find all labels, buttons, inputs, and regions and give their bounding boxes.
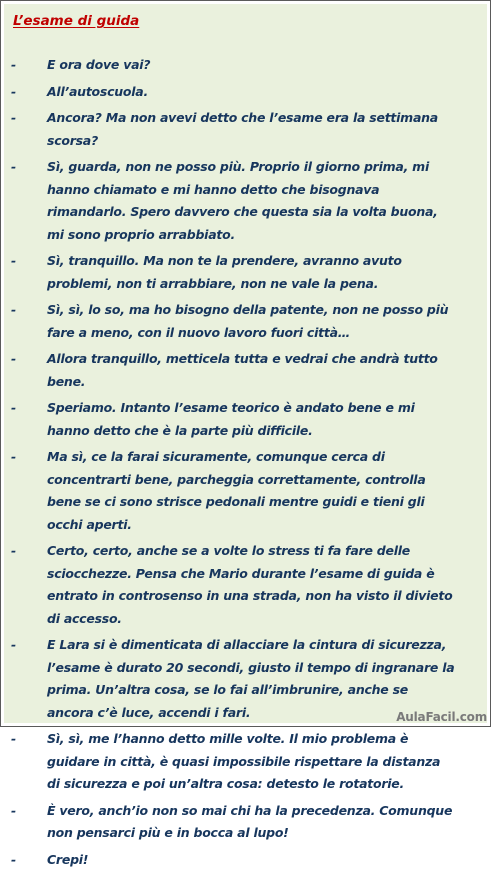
- dialogue-dash: -: [11, 802, 17, 818]
- dialogue-dash: -: [11, 400, 17, 415]
- dialogue-text: Speriamo. Intanto l’esame teorico è andato bene e mi hanno detto che è la parte più difficile.: [47, 400, 415, 438]
- document-title: L’esame di guida: [13, 13, 140, 29]
- dialogue-line: [4, 348, 487, 393]
- dialogue-text: All’autoscuola.: [47, 83, 148, 99]
- dialogue-list: [4, 54, 487, 875]
- dialogue-text: Allora tranquillo, metticela tutta e vedrai che andrà tutto bene.: [47, 351, 438, 389]
- dialogue-line: [4, 849, 487, 872]
- dialogue-dash: -: [11, 110, 17, 125]
- dialogue-line: [4, 800, 487, 845]
- dialogue-text: E Lara si è dimenticata di allacciare la cintura di sicurezza, l’esame è durato 20 secondi, giusto il tempo di ingranare la prima. Un’altra cosa, se lo fai all’imbrunire, anche se ancora c’è luce, accendi i fari.: [47, 637, 455, 720]
- dialogue-dash: -: [11, 851, 17, 867]
- dialogue-text: Sì, guarda, non ne posso più. Proprio il giorno prima, mi hanno chiamato e mi hanno detto che bisognava rimandarlo. Spero davvero che questa sia la volta buona, mi sono proprio arrabbiato.: [47, 159, 438, 242]
- aulafacil-watermark: AulaFacil.com: [396, 710, 487, 724]
- dialogue-line: [4, 54, 487, 77]
- dialogue-text: Sì, sì, me l’hanno detto mille volte. Il mio problema è guidare in città, è quasi impossibile rispettare la distanza di sicurezza e poi un’altra cosa: detesto le rotatorie.: [47, 731, 441, 791]
- dialogue-text: Ma sì, ce la farai sicuramente, comunque cerca di concentrarti bene, parcheggia correttamente, controlla bene se ci sono strisce pedonali mentre guidi e tieni gli occhi aperti.: [47, 449, 426, 532]
- dialogue-line: [4, 728, 487, 796]
- dialogue-text: E ora dove vai?: [47, 57, 151, 72]
- dialogue-line: [4, 107, 487, 152]
- dialogue-panel: [4, 4, 487, 867]
- dialogue-dash: -: [11, 57, 17, 72]
- dialogue-text: Ancora? Ma non avevi detto che l’esame era la settimana scorsa?: [47, 110, 438, 148]
- dialogue-line: [4, 250, 487, 295]
- dialogue-text: Sì, tranquillo. Ma non te la prendere, avranno avuto problemi, non ti arrabbiare, non ne vale la pena.: [47, 253, 402, 291]
- dialogue-dash: -: [11, 351, 17, 366]
- dialogue-dash: -: [11, 449, 17, 464]
- dialogue-dash: -: [11, 83, 17, 99]
- dialogue-line: [4, 540, 487, 630]
- dialogue-text: Crepi!: [47, 851, 89, 867]
- dialogue-line: [4, 397, 487, 442]
- dialogue-line: [4, 156, 487, 246]
- dialogue-line: [4, 81, 487, 104]
- dialogue-dash: -: [11, 637, 17, 652]
- dialogue-dash: -: [11, 302, 17, 317]
- dialogue-dash: -: [11, 253, 17, 268]
- dialogue-dash: -: [11, 159, 17, 174]
- dialogue-dash: -: [11, 543, 17, 558]
- dialogue-text: È vero, anch’io non so mai chi ha la precedenza. Comunque non pensarci più e in bocca al lupo!: [47, 802, 453, 840]
- dialogue-line: [4, 299, 487, 344]
- dialogue-text: Sì, sì, lo so, ma ho bisogno della patente, non ne posso più fare a meno, con il nuovo lavoro fuori città…: [47, 302, 449, 340]
- dialogue-dash: -: [11, 731, 17, 746]
- dialogue-text: Certo, certo, anche se a volte lo stress ti fa fare delle sciocchezze. Pensa che Mario durante l’esame di guida è entrato in controsenso in una strada, non ha visto il divieto di accesso.: [47, 543, 453, 626]
- dialogue-line: [4, 446, 487, 536]
